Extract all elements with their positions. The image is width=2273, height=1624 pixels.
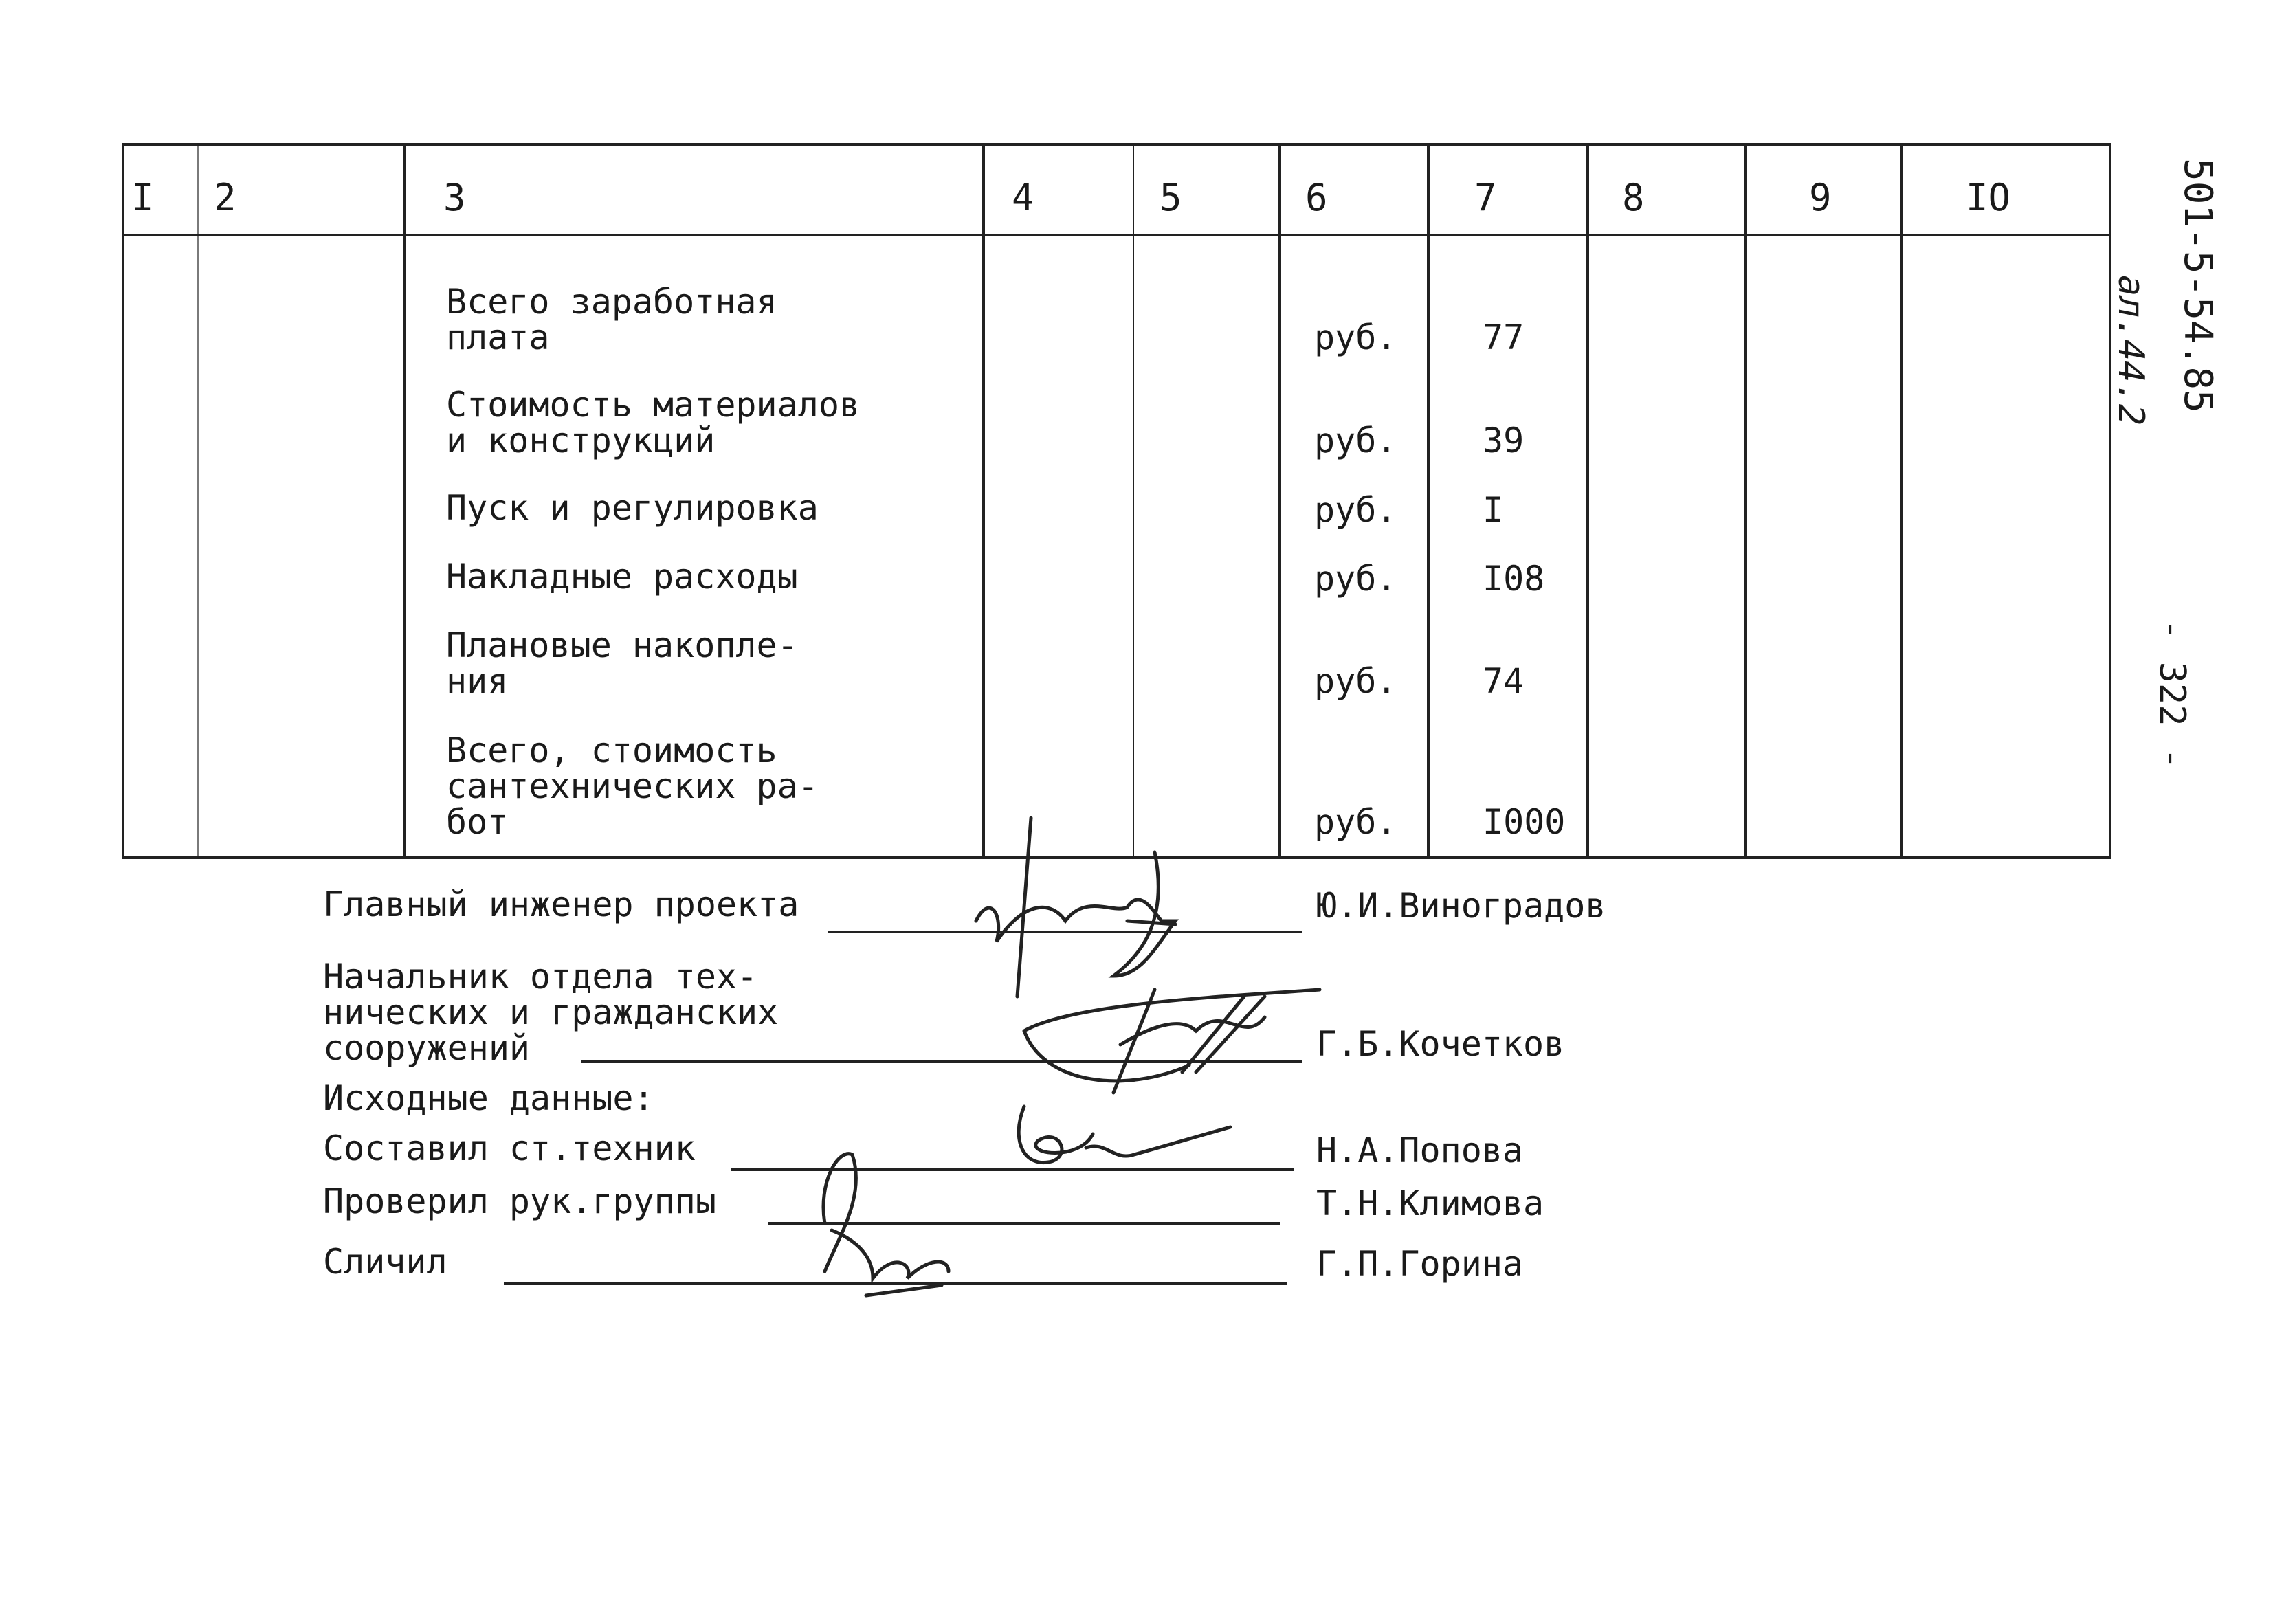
row-name: Накладные расходы [446, 557, 798, 597]
signatory-role: Сличил [323, 1242, 447, 1282]
col-rule [1900, 143, 1903, 859]
col-header-9: 9 [1809, 176, 1832, 219]
row-value: I000 [1483, 802, 1566, 842]
col-rule [1744, 143, 1747, 859]
row-value: 74 [1483, 661, 1524, 701]
album-stamp: ал.44.2 [2110, 275, 2151, 426]
col-rule [982, 143, 985, 859]
col-header-5: 5 [1160, 176, 1182, 219]
signatory-role: Составил ст.техник [323, 1128, 696, 1168]
row-value: I [1483, 490, 1504, 530]
col-rule [122, 143, 124, 859]
row-unit: руб. [1314, 490, 1397, 530]
col-rule [2109, 143, 2111, 859]
signatory-role: Проверил рук.группы [323, 1181, 716, 1221]
row-name: Всего, стоимость сантехнических ра- бот [446, 731, 819, 842]
col-header-3: 3 [443, 176, 466, 219]
col-rule [1278, 143, 1281, 859]
signatory-role: Начальник отдела тех- нических и гражданских сооружений [323, 957, 779, 1068]
row-unit: руб. [1314, 559, 1397, 599]
table-top-border [122, 143, 2111, 146]
row-name: Плановые накопле- ния [446, 625, 798, 701]
row-unit: руб. [1314, 318, 1397, 357]
table-header-border [122, 234, 2111, 236]
row-value: 77 [1483, 318, 1524, 357]
signatory-name: Г.Б.Кочетков [1316, 1024, 1565, 1064]
col-rule [197, 143, 199, 859]
col-header-2: 2 [214, 176, 236, 219]
handwritten-signature [1017, 976, 1333, 1113]
row-unit: руб. [1314, 802, 1397, 842]
handwritten-signature [997, 1100, 1244, 1182]
signatory-name: Т.Н.Климова [1316, 1183, 1544, 1223]
col-rule [1586, 143, 1589, 859]
col-rule [1427, 143, 1430, 859]
row-name: Пуск и регулировка [446, 488, 819, 528]
col-header-7: 7 [1474, 176, 1497, 219]
col-header-6: 6 [1305, 176, 1328, 219]
row-unit: руб. [1314, 421, 1397, 460]
col-rule [403, 143, 406, 859]
row-name: Стоимость материалов и конструкций [446, 385, 861, 460]
col-header-1: I [131, 176, 154, 219]
signatory-role: Исходные данные: [323, 1078, 654, 1118]
col-header-8: 8 [1622, 176, 1645, 219]
signatory-role: Главный инженер проекта [323, 885, 799, 924]
row-name: Всего заработная плата [446, 282, 777, 357]
page-number: - 322 - [2151, 619, 2193, 770]
col-header-10: IO [1966, 176, 2011, 219]
signatory-name: Н.А.Попова [1316, 1131, 1524, 1170]
cost-table [122, 143, 2111, 859]
row-unit: руб. [1314, 661, 1397, 701]
handwritten-signature [811, 1141, 969, 1306]
signatory-name: Ю.И.Виноградов [1316, 886, 1606, 926]
col-rule [1133, 143, 1134, 859]
doc-number-stamp: 501-5-54.85 [2175, 158, 2220, 413]
signatory-name: Г.П.Горина [1316, 1244, 1524, 1284]
col-header-4: 4 [1012, 176, 1034, 219]
row-value: 39 [1483, 421, 1524, 460]
row-value: I08 [1483, 559, 1545, 599]
